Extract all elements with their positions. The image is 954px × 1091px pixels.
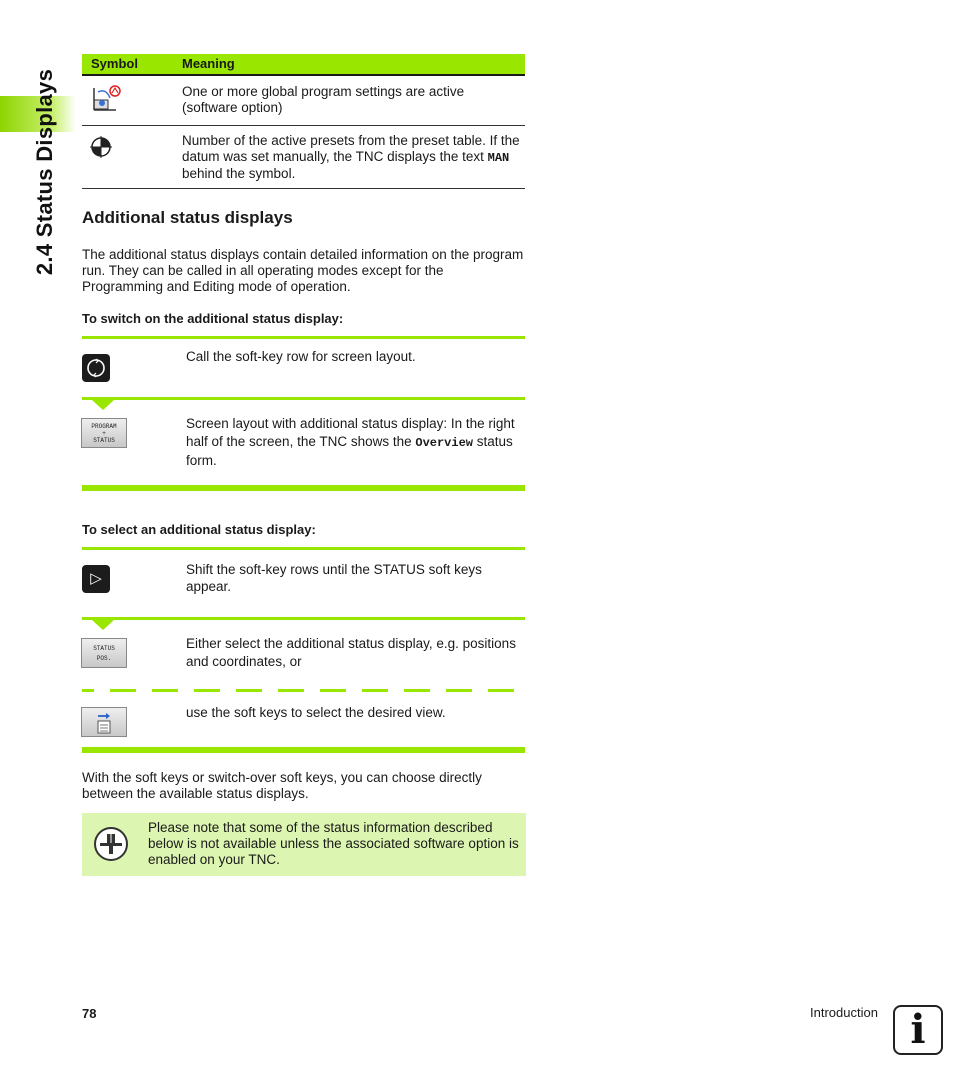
step-text-select-view: use the soft keys to select the desired view. [186, 705, 446, 720]
row-meaning-global-settings: One or more global program settings are active (software option) [182, 84, 465, 115]
section-end-bar [82, 747, 525, 753]
step-separator [82, 397, 525, 400]
alternative-separator [82, 689, 94, 692]
step-text-program-status: Screen layout with additional status display: In the right half of the screen, the TNC shows the Overview status form. [186, 416, 515, 468]
row-meaning-preset: Number of the active presets from the preset table. If the datum was set manually, the TNC displays the text MAN behind the symbol. [182, 133, 520, 181]
preset-crosshair-icon [90, 136, 112, 162]
select-heading: To select an additional status display: [82, 522, 316, 537]
symbol-table-header [82, 54, 525, 76]
step-text-screen-layout: Call the soft-key row for screen layout. [186, 349, 416, 364]
symbol-table [82, 54, 525, 189]
chapter-name: Introduction [810, 1005, 878, 1020]
chapter-side-title: 2.4 Status Displays [32, 68, 57, 276]
step-arrow [92, 620, 114, 630]
next-arrow-key-icon[interactable]: ▷ [82, 565, 110, 593]
step-separator [82, 336, 525, 339]
header-symbol: Symbol [91, 56, 138, 71]
global-settings-icon [90, 84, 124, 118]
section-title: Additional status displays [82, 208, 293, 227]
step-text-select-status: Either select the additional status display, e.g. positions and coordinates, or [186, 636, 516, 669]
select-view-softkey-icon[interactable] [81, 707, 127, 737]
info-icon: i [893, 1005, 943, 1055]
table-row [82, 126, 525, 189]
section-end-bar [82, 485, 525, 491]
step-arrow [92, 400, 114, 410]
page-number: 78 [82, 1006, 97, 1021]
screen-layout-key-icon[interactable] [82, 354, 110, 382]
step-separator [82, 617, 525, 620]
step-separator [82, 547, 525, 550]
table-row [82, 76, 525, 126]
program-status-softkey[interactable]: PROGRAM + STATUS [81, 418, 127, 448]
note-text: Please note that some of the status information described below is not available unless the associated software option is enabled on your TNC. [148, 820, 519, 867]
status-pos-softkey[interactable]: STATUS POS. [81, 638, 127, 668]
alternative-separator-dashes [110, 689, 525, 692]
intro-paragraph: The additional status displays contain detailed information on the program run. They can be called in all operating modes except for the Programming and Editing mode of operation. [82, 247, 524, 294]
header-meaning: Meaning [182, 56, 235, 71]
note-box [82, 813, 526, 876]
switch-on-heading: To switch on the additional status display: [82, 311, 344, 326]
step-text-shift-rows: Shift the soft-key rows until the STATUS soft keys appear. [186, 562, 482, 594]
closing-paragraph: With the soft keys or switch-over soft keys, you can choose directly between the available status displays. [82, 770, 482, 801]
software-option-note-icon [94, 827, 128, 861]
